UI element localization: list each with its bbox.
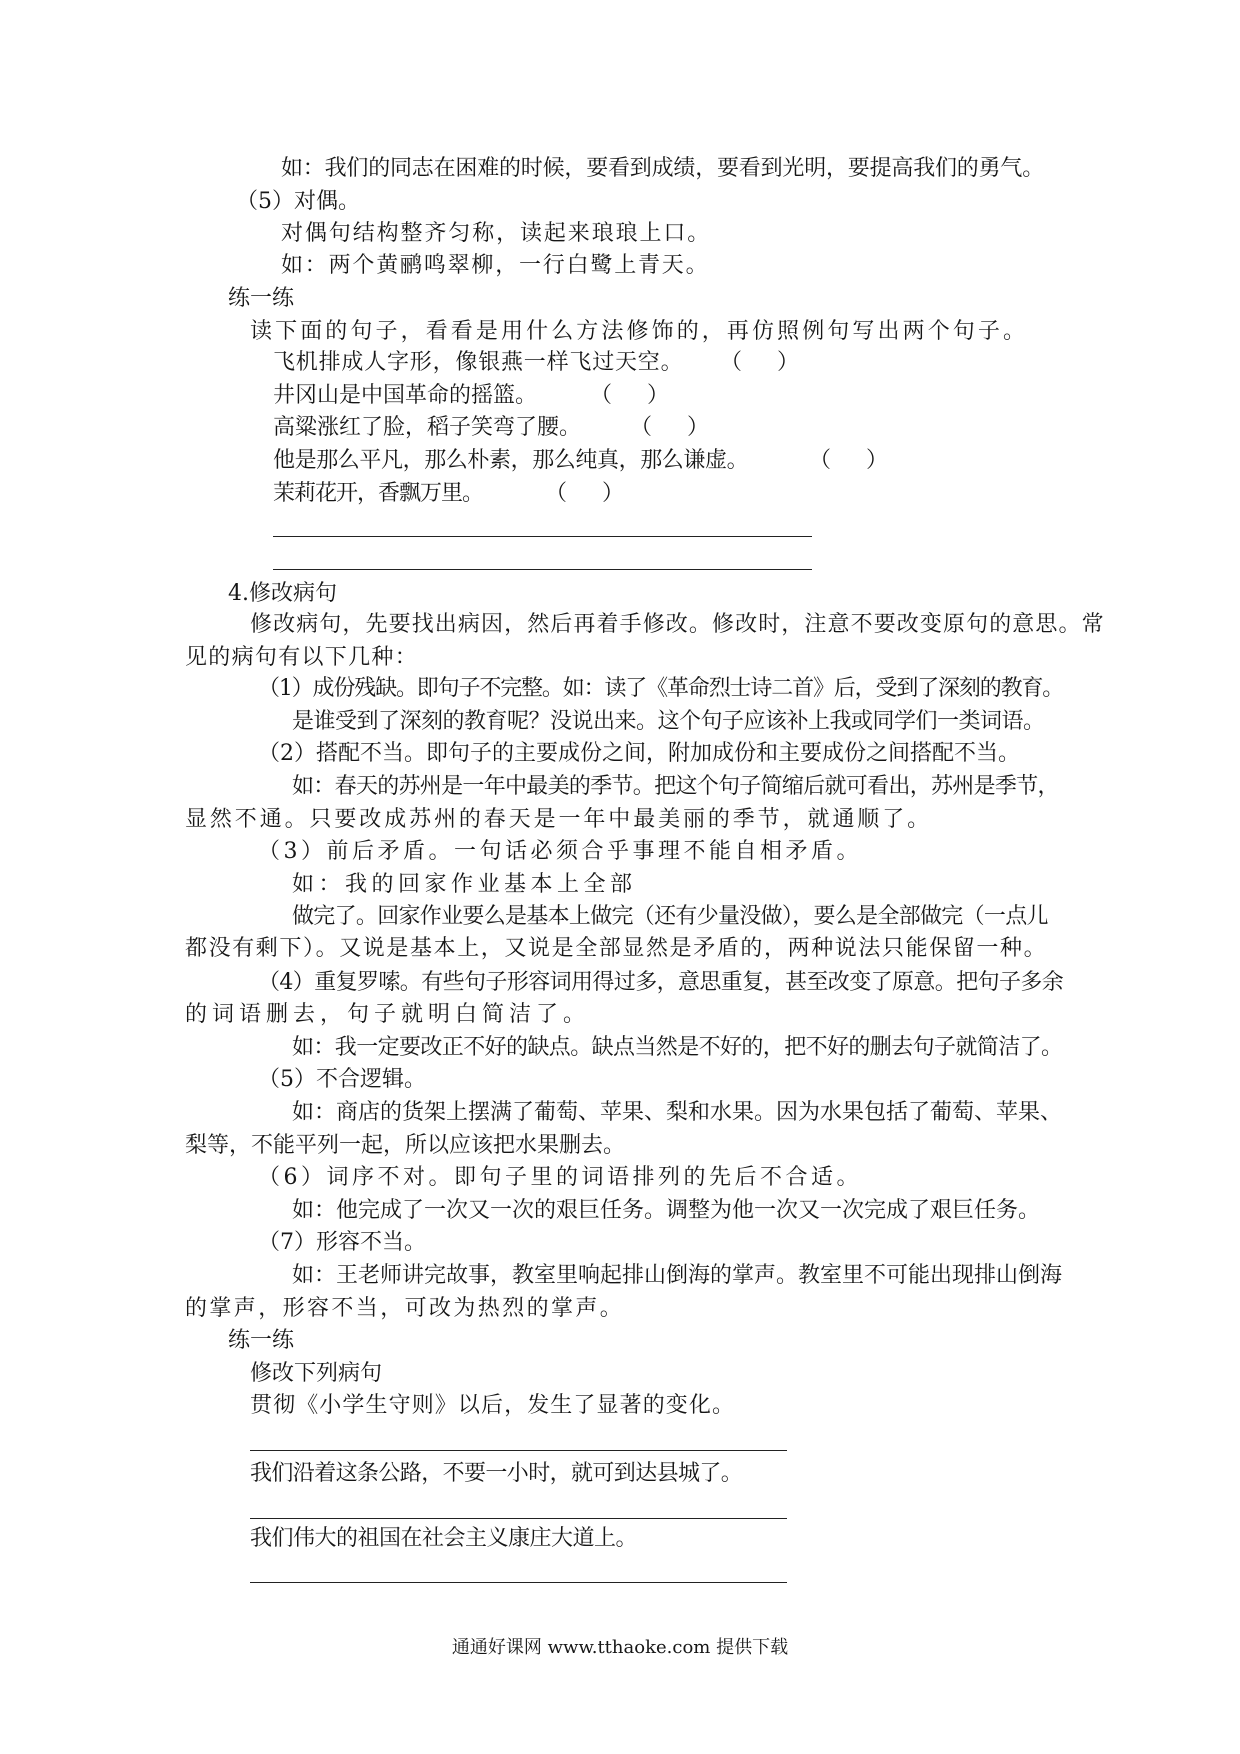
answer-blank: （ ） (545, 481, 622, 506)
error-type-heading: （5）不合逻辑。 (258, 1067, 426, 1092)
answer-line (250, 1518, 787, 1519)
error-type-line: 如：商店的货架上摆满了葡萄、苹果、梨和水果。因为水果包括了葡萄、苹果、 (292, 1100, 1063, 1125)
error-type-heading: （4）重复罗嗦。有些句子形容词用得过多，意思重复，甚至改变了原意。把句子多余 (258, 970, 1064, 995)
faulty-sentence: 我们沿着这条公路，不要一小时，就可到达县城了。 (250, 1461, 743, 1486)
practice-sentence: 飞机排成人字形，像银燕一样飞过天空。 (273, 350, 684, 375)
error-type-line: 如：他完成了一次又一次的艰巨任务。调整为他一次又一次完成了艰巨任务。 (292, 1198, 1041, 1223)
footer-credit: 通通好课网 www.tthaoke.com 提供下载 (451, 1637, 789, 1658)
intro-line: 修改病句，先要找出病因，然后再着手修改。修改时，注意不要改变原句的意思。常 (250, 612, 1105, 637)
practice-instruction: 读下面的句子，看看是用什么方法修饰的，再仿照例句写出两个句子。 (250, 319, 1029, 344)
faulty-sentence: 我们伟大的祖国在社会主义康庄大道上。 (250, 1526, 638, 1551)
previous-example-line: 如：我们的同志在困难的时候，要看到成绩，要看到光明，要提高我们的勇气。 (281, 156, 1045, 181)
error-type-line: 梨等，不能平列一起，所以应该把水果删去。 (185, 1133, 626, 1158)
answer-blank: （ ） (720, 350, 797, 375)
answer-line (273, 536, 812, 537)
practice-sentence: 井冈山是中国革命的摇篮。 (273, 383, 538, 408)
answer-line (250, 1582, 787, 1583)
error-type-line: 如：王老师讲完故事，教室里响起排山倒海的掌声。教室里不可能出现排山倒海 (292, 1263, 1063, 1288)
error-type-line: 显然不通。只要改成苏州的春天是一年中最美丽的季节，就通顺了。 (185, 807, 933, 832)
practice-sentence: 高粱涨红了脸，稻子笑弯了腰。 (273, 415, 582, 440)
parallelism-example: 如：两个黄鹂鸣翠柳，一行白鹭上青天。 (281, 253, 710, 278)
error-type-line: 的掌声，形容不当，可改为热烈的掌声。 (185, 1296, 625, 1321)
error-type-heading: （7）形容不当。 (258, 1230, 426, 1255)
error-type-line: 做完了。回家作业要么是基本上做完（还有少量没做），要么是全部做完（一点儿 (292, 904, 1048, 929)
error-type-line: 都没有剩下）。又说是基本上，又说是全部显然是矛盾的，两种说法只能保留一种。 (185, 936, 1048, 961)
error-type-heading: （6）词序不对。即句子里的词语排列的先后不合适。 (258, 1165, 862, 1190)
error-type-heading: （2）搭配不当。即句子的主要成份之间，附加成份和主要成份之间搭配不当。 (258, 741, 1020, 766)
answer-blank: （ ） (590, 383, 667, 408)
parallelism-description: 对偶句结构整齐匀称，读起来琅琅上口。 (281, 221, 712, 246)
section-heading: 4.修改病句 (228, 581, 337, 606)
answer-blank: （ ） (809, 448, 886, 473)
error-type-line: 如：我的回家作业基本上全部 (292, 872, 637, 897)
practice-heading: 练一练 (228, 286, 295, 311)
practice-sentence: 他是那么平凡，那么朴素，那么纯真，那么谦虚。 (273, 448, 749, 473)
intro-line: 见的病句有以下几种： (185, 645, 419, 670)
parallelism-heading: （5）对偶。 (236, 189, 360, 214)
error-type-line: 如：春天的苏州是一年中最美的季节。把这个句子简缩后就可看出，苏州是季节， (292, 774, 1059, 799)
answer-line (273, 569, 812, 570)
faulty-sentence: 贯彻《小学生守则》以后，发生了显著的变化。 (250, 1393, 736, 1418)
error-type-heading: （3）前后矛盾。一句话必须合乎事理不能自相矛盾。 (258, 839, 862, 864)
error-type-heading: （1）成份残缺。即句子不完整。如：读了《革命烈士诗二首》后，受到了深刻的教育。 (258, 676, 1064, 701)
answer-line (250, 1450, 787, 1451)
practice-heading: 练一练 (228, 1328, 295, 1353)
error-type-line: 如：我一定要改正不好的缺点。缺点当然是不好的，把不好的删去句子就简洁了。 (292, 1035, 1063, 1060)
practice-instruction: 修改下列病句 (250, 1361, 383, 1386)
answer-blank: （ ） (630, 415, 707, 440)
error-type-line: 的词语删去，句子就明白简洁了。 (185, 1002, 591, 1027)
error-type-line: 是谁受到了深刻的教育呢？没说出来。这个句子应该补上我或同学们一类词语。 (292, 709, 1045, 734)
practice-sentence: 茉莉花开，香飘万里。 (273, 481, 484, 506)
